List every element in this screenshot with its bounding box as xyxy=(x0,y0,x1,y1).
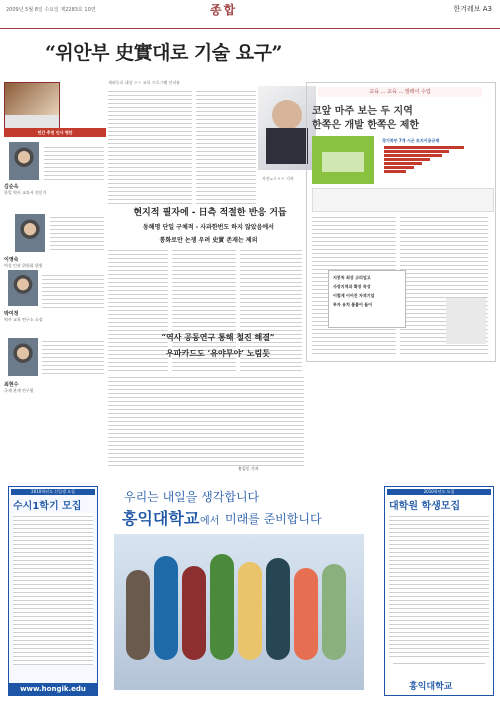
byline: 홍길동 기자 xyxy=(238,466,259,471)
person-photo-3 xyxy=(8,270,38,306)
article-subhead-3: 통화로만 논쟁 우려 史實 존재는 제외 xyxy=(159,237,258,244)
callout-line-1: 지붕처 최상 고리업고 xyxy=(333,275,371,280)
person-role-3: 역사 교육 연구소 소장 xyxy=(4,317,43,322)
ad-right-column xyxy=(384,486,494,696)
issue-date: 2009년 5월 8일 수요일 제2283호 10면 xyxy=(6,7,96,13)
sidebar-title-1: 코앞 마주 보는 두 지역 xyxy=(312,106,413,117)
ad-right-list xyxy=(389,513,489,657)
person-role-2: 여성 인권 위원회 위원 xyxy=(4,263,43,268)
page-number: 한겨레보 A3 xyxy=(453,5,492,13)
ad-right-footer-line xyxy=(393,663,485,676)
person-text-3 xyxy=(42,272,104,308)
sidebar-banner: 교육 … 교육 … 발레이 수업 xyxy=(318,87,482,97)
callout-line-3: 이렇게 이어진 자격기업 xyxy=(333,293,375,298)
article-kicker: 재외동포 대상 ㅇㅇ 교육 프로그램 인터뷰 xyxy=(108,80,181,85)
person-photo-4 xyxy=(8,338,38,376)
ad-line-1: 우리는 내일을 생각합니다 xyxy=(124,490,260,504)
ad-right-brand: 홍익대학교 xyxy=(409,682,453,692)
ad-brand-suffix: 에서 xyxy=(200,516,220,527)
sidebar-title-2: 한쪽은 개발 한쪽은 제한 xyxy=(312,120,420,131)
person-photo-1 xyxy=(9,142,39,180)
ad-right-year: 2010학년도 모집 xyxy=(387,489,491,495)
person-text-2 xyxy=(50,214,104,252)
ad-brand: 홍익대학교 xyxy=(122,509,200,528)
sidebar-bar-chart xyxy=(384,146,484,180)
callout-box xyxy=(328,270,406,328)
ad-left-title: 수시1학기 모집 xyxy=(13,501,82,512)
main-headline: “위안부 史實대로 기술 요구” xyxy=(45,42,282,64)
ad-left-list xyxy=(13,513,93,665)
article-bottom-text xyxy=(108,374,304,468)
person-name-3: 박미정 xyxy=(4,311,19,317)
article-subhead-2: 동해명 단일 구체적 - 사과한번도 하지 않았음에서 xyxy=(143,224,274,231)
callout-line-4: 투자 유치 불붙어 들어 xyxy=(333,302,372,307)
photo-caption: 사진=ㅇㅇㅇ 기자 xyxy=(262,176,294,181)
person-text-1 xyxy=(44,144,104,180)
ad-line-2: 미래를 준비합니다 xyxy=(225,512,322,526)
section-name: 종합 xyxy=(210,3,238,17)
ad-group-photo xyxy=(114,534,364,690)
ad-right-title: 대학원 학생모집 xyxy=(389,501,461,512)
person-name-1: 김순옥 xyxy=(4,184,19,190)
page-header xyxy=(0,0,500,29)
person-role-1: 한일 역사 교과서 전문가 xyxy=(4,190,47,195)
article-subhead-5: 우파카드도 ‘유야무야’ 노림듯 xyxy=(166,348,270,358)
sidebar-map-block xyxy=(312,136,374,184)
person-role-4: 국제 관계 연구원 xyxy=(4,388,34,393)
chart-title: 경기북부 7개 시군 토지이용규제 xyxy=(382,138,440,143)
ad-left-column xyxy=(8,486,98,696)
sidebar-photo xyxy=(446,298,486,344)
sidebar-mini-table xyxy=(312,188,494,212)
article-col-2 xyxy=(196,88,256,204)
article-col-1 xyxy=(108,88,192,204)
left-feature-box xyxy=(4,82,60,130)
person-name-4: 최현수 xyxy=(4,382,19,388)
article-subhead-1: 현지적 필자에 - 日측 적절한 반응 거듭 xyxy=(133,208,287,218)
ad-left-year: 2010학년도 신입생 모집 xyxy=(11,489,95,495)
article-subhead-4: “역사 공동연구 통해 철진 해결” xyxy=(161,332,275,342)
person-text-4 xyxy=(42,338,104,376)
people-list-badge: 민간 추천 인사 명단 xyxy=(4,128,106,137)
person-name-2: 이영숙 xyxy=(4,257,19,263)
callout-line-2: 사장지역과 확장 목성 xyxy=(333,284,371,289)
box-header xyxy=(108,320,168,370)
ad-left-url[interactable]: www.hongik.edu xyxy=(9,683,97,695)
person-photo-2 xyxy=(15,214,45,252)
